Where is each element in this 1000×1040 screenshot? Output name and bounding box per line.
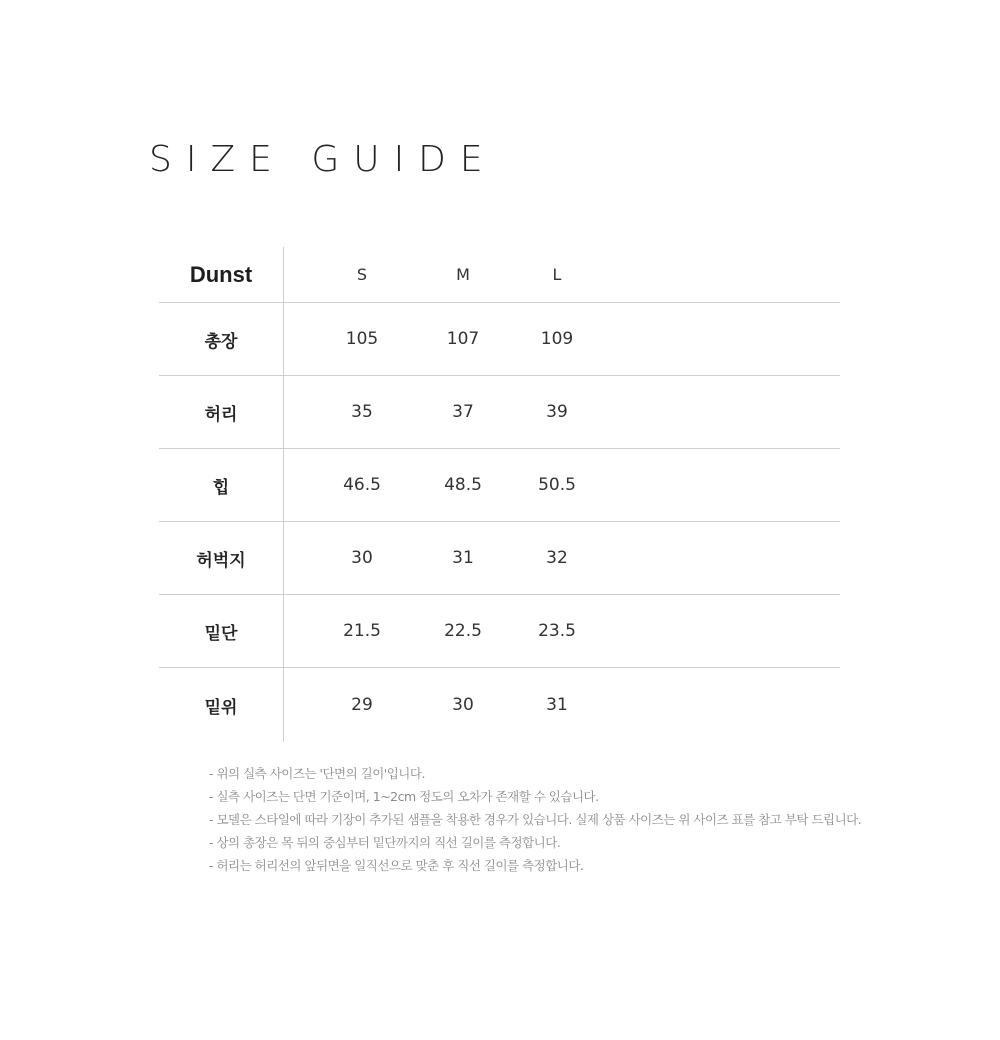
size-header-s: S: [356, 265, 368, 284]
table-cell: 39: [546, 402, 568, 422]
size-header-l: L: [552, 265, 562, 284]
table-cell: 29: [351, 695, 373, 715]
table-cell: 46.5: [343, 475, 381, 495]
table-cell: 30: [452, 695, 474, 715]
note-line: - 상의 총장은 목 뒤의 중심부터 밑단까지의 직선 길이를 측정합니다.: [209, 835, 561, 850]
table-cell: 37: [452, 402, 474, 422]
table-row: [159, 303, 840, 376]
table-row: [159, 449, 840, 522]
table-cell: 50.5: [538, 475, 576, 495]
table-cell: 48.5: [444, 475, 482, 495]
measurement-label: 허리: [159, 376, 284, 448]
table-cell: 31: [452, 548, 474, 568]
table-row: [159, 376, 840, 449]
brand-name: Dunst: [159, 247, 284, 302]
table-cell: 105: [345, 329, 379, 349]
note-line: - 실측 사이즈는 단면 기준이며, 1~2cm 정도의 오차가 존재할 수 있습니다.: [209, 789, 599, 804]
measurement-label: 허벅지: [159, 522, 284, 594]
table-cell: 109: [540, 329, 574, 349]
note-line: - 위의 실측 사이즈는 '단면의 길이'입니다.: [209, 766, 425, 781]
note-line: - 허리는 허리선의 앞뒤면을 일직선으로 맞춘 후 직선 길이를 측정합니다.: [209, 858, 584, 873]
measurement-label: 총장: [159, 303, 284, 375]
size-table: [159, 247, 840, 742]
table-row: [159, 522, 840, 595]
table-cell: 31: [546, 695, 568, 715]
table-cell: 21.5: [343, 621, 381, 641]
table-cell: 30: [351, 548, 373, 568]
table-cell: 32: [546, 548, 568, 568]
note-line: - 모델은 스타일에 따라 기장이 추가된 샘플을 착용한 경우가 있습니다. 실제 상품 사이즈는 위 사이즈 표를 참고 부탁 드립니다.: [209, 812, 862, 827]
measurement-label: 힙: [159, 449, 284, 521]
table-row: [159, 595, 840, 668]
table-cell: 35: [351, 402, 373, 422]
table-cell: 22.5: [444, 621, 482, 641]
page-title: SIZE GUIDE: [149, 139, 497, 180]
size-notes: [209, 762, 861, 877]
size-header-m: M: [456, 265, 470, 284]
table-header-row: [159, 247, 840, 303]
table-cell: 23.5: [538, 621, 576, 641]
table-row: [159, 668, 840, 742]
measurement-label: 밑위: [159, 668, 284, 742]
table-cell: 107: [446, 329, 480, 349]
measurement-label: 밑단: [159, 595, 284, 667]
